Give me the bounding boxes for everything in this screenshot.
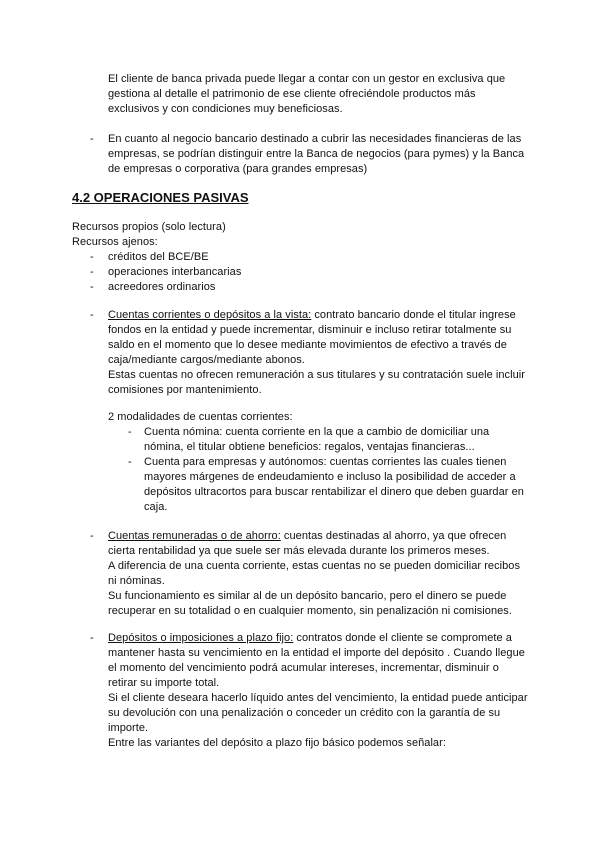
depositos-line: importe. [108, 722, 149, 734]
cuentas-corrientes-first-line [108, 307, 516, 323]
empresas-line: de empresas o corporativa (para grandes empresas) [108, 163, 368, 175]
modalidad-line: nómina, el titular obtiene beneficios: regalos, ventajas financieras... [144, 441, 475, 453]
modalidad-line: Cuenta nómina: cuenta corriente en la que a cambio de domiciliar una [144, 426, 490, 438]
cuentas-corrientes-line: fondos en la entidad y puede incrementar, disminuir e incluso retirar totalmente su [108, 324, 512, 336]
cuentas-corrientes-line: caja/mediante cargos/mediante abonos. [108, 354, 305, 366]
modalidad-line: caja. [144, 501, 168, 513]
cuentas-remuneradas-title: Cuentas remuneradas o de ahorro: [108, 530, 281, 542]
recursos-propios: Recursos propios (solo lectura) [72, 221, 226, 233]
sub-bullet-marker: - [128, 426, 132, 438]
cuentas-remuneradas-first-line [108, 528, 506, 544]
recursos-ajenos: Recursos ajenos: [72, 236, 158, 248]
intro-line: gestiona al detalle el patrimonio de ese cliente ofreciéndole productos más [108, 88, 476, 100]
cuentas-corrientes-line: comisiones por mantenimiento. [108, 384, 262, 396]
bullet-marker: - [90, 133, 94, 145]
modalidad-line: mayores márgenes de endeudamiento e incluso la posibilidad de acceder a [144, 471, 516, 483]
bullet-marker: - [90, 281, 94, 293]
empresas-line: En cuanto al negocio bancario destinado a cubrir las necesidades financieras de las [108, 133, 522, 145]
cuentas-remuneradas-rest: cuentas destinadas al ahorro, ya que ofrecen [280, 530, 507, 542]
depositos-line: retirar su importe total. [108, 677, 220, 689]
sub-bullet-marker: - [128, 456, 132, 468]
depositos-first-line [108, 630, 512, 646]
cuentas-remuneradas-line: Su funcionamiento es similar al de un depósito bancario, pero el dinero se puede [108, 590, 507, 602]
depositos-line: mantener hasta su vencimiento en la entidad el importe del depósito . Cuando llegue [108, 647, 525, 659]
cuentas-corrientes-line: saldo en el momento que lo desee mediante movimientos de efectivo a través de [108, 339, 507, 351]
depositos-line: el momento del vencimiento podrá acumular intereses, incrementar, disminuir o [108, 662, 499, 674]
ajenos-item: acreedores ordinarios [108, 281, 216, 293]
depositos-title: Depósitos o imposiciones a plazo fijo: [108, 632, 294, 644]
bullet-marker: - [90, 530, 94, 542]
cuentas-remuneradas-line: recuperar en su totalidad o en cualquier momento, sin penalización ni comisiones. [108, 605, 512, 617]
cuentas-corrientes-rest: contrato bancario donde el titular ingrese [311, 309, 516, 321]
intro-line: El cliente de banca privada puede llegar a contar con un gestor en exclusiva que [108, 73, 506, 85]
cuentas-remuneradas-line: cierta rentabilidad ya que suele ser más elevada durante los primeros meses. [108, 545, 490, 557]
modalidades-intro: 2 modalidades de cuentas corrientes: [108, 411, 293, 423]
bullet-marker: - [90, 632, 94, 644]
ajenos-item: operaciones interbancarias [108, 266, 242, 278]
cuentas-remuneradas-line: ni nóminas. [108, 575, 165, 587]
cuentas-corrientes-line: Estas cuentas no ofrecen remuneración a sus titulares y su contratación suele incluir [108, 369, 525, 381]
intro-line: exclusivos y con condiciones muy beneficiosas. [108, 103, 343, 115]
cuentas-remuneradas-line: A diferencia de una cuenta corriente, estas cuentas no se pueden domiciliar recibos [108, 560, 521, 572]
bullet-marker: - [90, 251, 94, 263]
modalidad-line: Cuenta para empresas y autónomos: cuentas corrientes las cuales tienen [144, 456, 507, 468]
section-heading: 4.2 OPERACIONES PASIVAS [72, 190, 249, 205]
cuentas-corrientes-title: Cuentas corrientes o depósitos a la vista: [108, 309, 312, 321]
depositos-line: Si el cliente deseara hacerlo líquido antes del vencimiento, la entidad puede anticipar [108, 692, 528, 704]
modalidad-line: depósitos ultracortos para buscar rentabilizar el dinero que deben guardar en [144, 486, 524, 498]
ajenos-item: créditos del BCE/BE [108, 251, 209, 263]
bullet-marker: - [90, 309, 94, 321]
depositos-line: Entre las variantes del depósito a plazo fijo básico podemos señalar: [108, 737, 446, 749]
depositos-rest: contratos donde el cliente se compromete a [293, 632, 512, 644]
depositos-line: su devolución con una penalización o conceder un crédito con la garantía de su [108, 707, 501, 719]
empresas-line: empresas, se podrían distinguir entre la Banca de negocios (para pymes) y la Banca [108, 148, 525, 160]
bullet-marker: - [90, 266, 94, 278]
